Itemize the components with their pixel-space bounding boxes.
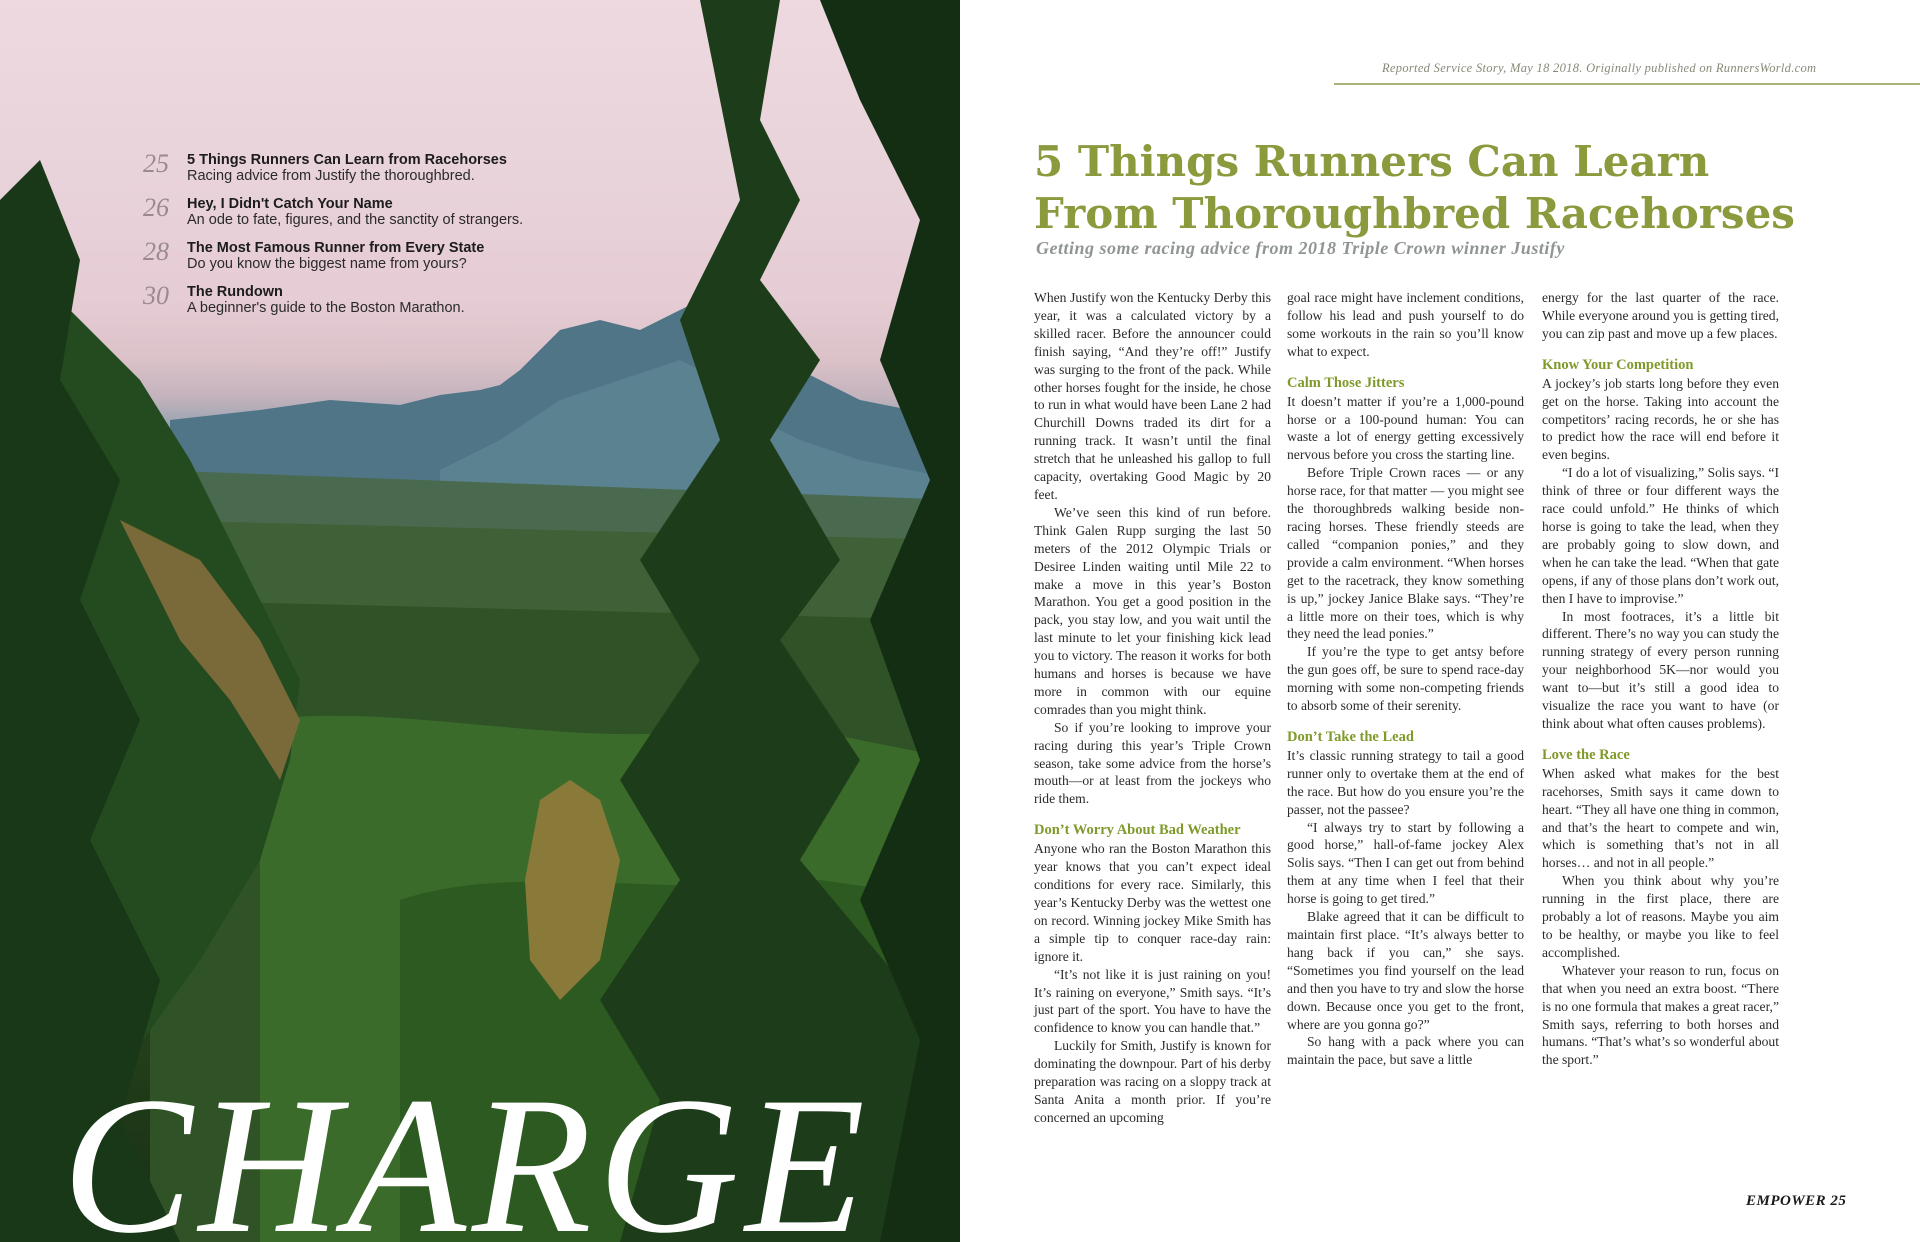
paragraph: Anyone who ran the Boston Marathon this year knows that you can’t expect ideal conditions for every race. Similarly, this year’s Kentucky Derby was the wettest one on record. Winning jockey Mike Smith has a simple tip to conquer race-day rain: ignore it. [1034,841,1271,964]
toc-item[interactable] [143,150,563,184]
paragraph: A jockey’s job starts long before they even get on the horse. Taking into account the competitors’ racing records, he or she has to predict how the race will end before it even begins. [1542,375,1779,463]
paragraph: So if you’re looking to improve your racing during this year’s Triple Crown season, take some advice from the horse’s mouth—or at least from the jockeys who ride them. [1034,719,1271,807]
section-heading: Know Your Competition [1542,356,1694,373]
paragraph: So hang with a pack where you can maintain the pace, but save a little [1287,1034,1524,1068]
text-column-2 [1287,289,1524,1069]
paragraph: “I do a lot of visualizing,” Solis says. “I think of three or four different ways the race could unfold.” He thinks of which horse is going to take the lead, when they are probably going to slow down, and when he can take the lead. “When that gate opens, if any of those plans don’t work out, then I have to improvise.” [1542,465,1779,606]
paragraph: Before Triple Crown races — or any horse race, for that matter — you might see the thoroughbreds walking beside non-racing horses. These friendly steeds are called “companion ponies,” and they provide a calm environment. “When horses get to the racetrack, they know something is up,” jockey Janice Blake says. “They’re a little more on their toes, which is why they need the lead ponies.” [1287,465,1524,642]
paragraph: Blake agreed that it can be difficult to maintain first place. “It’s always better to hang back if you can,” she says. “Sometimes you find yourself on the lead and then you have to try and slow the horse down. Because once you get to the front, where are you gonna go?” [1287,909,1524,1032]
cover-word: CHARGE [62,1057,871,1242]
paragraph: Luckily for Smith, Justify is known for dominating the downpour. Part of his derby preparation was racing on a sloppy track at Santa Anita a month prior. If you’re concerned an upcoming [1034,1038,1271,1125]
toc-title: The Rundown [187,284,283,300]
article-deck: Getting some racing advice from 2018 Triple Crown winner Justify [1036,238,1565,258]
toc-description: A beginner's guide to the Boston Marathon. [187,300,465,316]
toc-page-number: 28 [143,237,169,266]
toc-title: Hey, I Didn't Catch Your Name [187,196,393,212]
text-column-3 [1542,289,1779,1069]
paragraph: When Justify won the Kentucky Derby this year, it was a calculated victory by a skilled racer. Before the announcer could finish saying, “And they’re off!” Justify was surging to the front of the pack. While other horses fought for the inside, he chose to run in what would have been Lane 2 had Churchill Downs traded its dirt for a running track. It wasn’t until the final stretch that he unleashed his gallop to full capacity, overtaking Good Magic by 20 feet. [1034,290,1271,502]
section-heading: Love the Race [1542,746,1630,763]
text-column-1 [1034,289,1271,1127]
article-page [960,0,1920,1242]
article-kicker: Reported Service Story, May 18 2018. Originally published on RunnersWorld.com [1382,61,1817,75]
toc-title: The Most Famous Runner from Every State [187,240,485,256]
paragraph: It doesn’t matter if you’re a 1,000-pound horse or a 100-pound human: You can waste a lot of energy getting excessively nervous before you cross the starting line. [1287,393,1524,463]
section-heading: Don’t Take the Lead [1287,728,1414,745]
paragraph: When asked what makes for the best racehorses, Smith says it came down to heart. “They all have one thing in common, and that’s the heart to compete and win, which is something that’s not in all horses… and not in all people.” [1542,765,1779,871]
table-of-contents [143,150,563,326]
page-folio: EMPOWER 25 [1746,1193,1847,1209]
toc-item[interactable] [143,282,563,316]
toc-page-number: 25 [143,149,169,178]
paragraph: “I always try to start by following a good horse,” hall-of-fame jockey Alex Solis says. “Then I can get out from behind them at any time when I feel that their horse is going to get tired.” [1287,819,1524,907]
paragraph: In most footraces, it’s a little bit different. There’s no way you can study the running strategy of every person running your neighborhood 5K—nor would you want to—but it’s still a good idea to visualize the race you want to have (or think about what often causes problems). [1542,608,1779,731]
toc-description: An ode to fate, figures, and the sanctity of strangers. [187,212,524,228]
headline-line-1: 5 Things Runners Can Learn [1034,137,1710,186]
paragraph: goal race might have inclement conditions, follow his lead and push yourself to do some workouts in the rain so you’ll know what to expect. [1287,290,1524,359]
toc-description: Do you know the biggest name from yours? [187,256,467,272]
toc-title: 5 Things Runners Can Learn from Racehorses [187,152,507,168]
section-heading: Don’t Worry About Bad Weather [1034,822,1241,839]
paragraph: It’s classic running strategy to tail a good runner only to overtake them at the end of the race. But how do you ensure you’re the passer, not the passee? [1287,747,1524,817]
paragraph: energy for the last quarter of the race. While everyone around you is getting tired, you can zip past and move up a few places. [1542,290,1779,341]
paragraph: Whatever your reason to run, focus on that when you need an extra boost. “There is no one formula that makes a great racer,” Smith says, referring to both horses and humans. “That’s what’s so wonderful about the sport.” [1542,962,1779,1068]
article-headline [1034,136,1894,240]
paragraph: When you think about why you’re running in the first place, there are probably a lot of reasons. Maybe you aim to be healthy, or maybe you like to feel accomplished. [1542,873,1779,960]
paragraph: “It’s not like it is just raining on you! It’s raining on everyone,” Smith says. “It’s just part of the sport. You have to have the confidence to know you can handle that.” [1034,966,1271,1036]
toc-page-number: 30 [143,281,169,310]
toc-item[interactable] [143,238,563,272]
toc-page-number: 26 [143,193,169,222]
paragraph: If you’re the type to get antsy before the gun goes off, be sure to spend race-day morning with some non-competing friends to absorb some of their serenity. [1287,644,1524,714]
paragraph: We’ve seen this kind of run before. Think Galen Rupp surging the last 50 meters of the 2012 Olympic Trials or Desiree Linden waiting until Mile 22 to make a move in this year’s Boston Marathon. You get a good position in the pack, you stay low, and you wait until the last minute to let your finishing kick lead you to victory. The reason it works for both humans and horses is because we have more in common with our equine comrades than you might think. [1034,504,1271,717]
headline-line-2: From Thoroughbred Racehorses [1034,189,1795,238]
toc-description: Racing advice from Justify the thoroughbred. [187,168,475,184]
toc-item[interactable] [143,194,563,228]
header-rule [1334,83,1920,85]
section-heading: Calm Those Jitters [1287,374,1405,391]
